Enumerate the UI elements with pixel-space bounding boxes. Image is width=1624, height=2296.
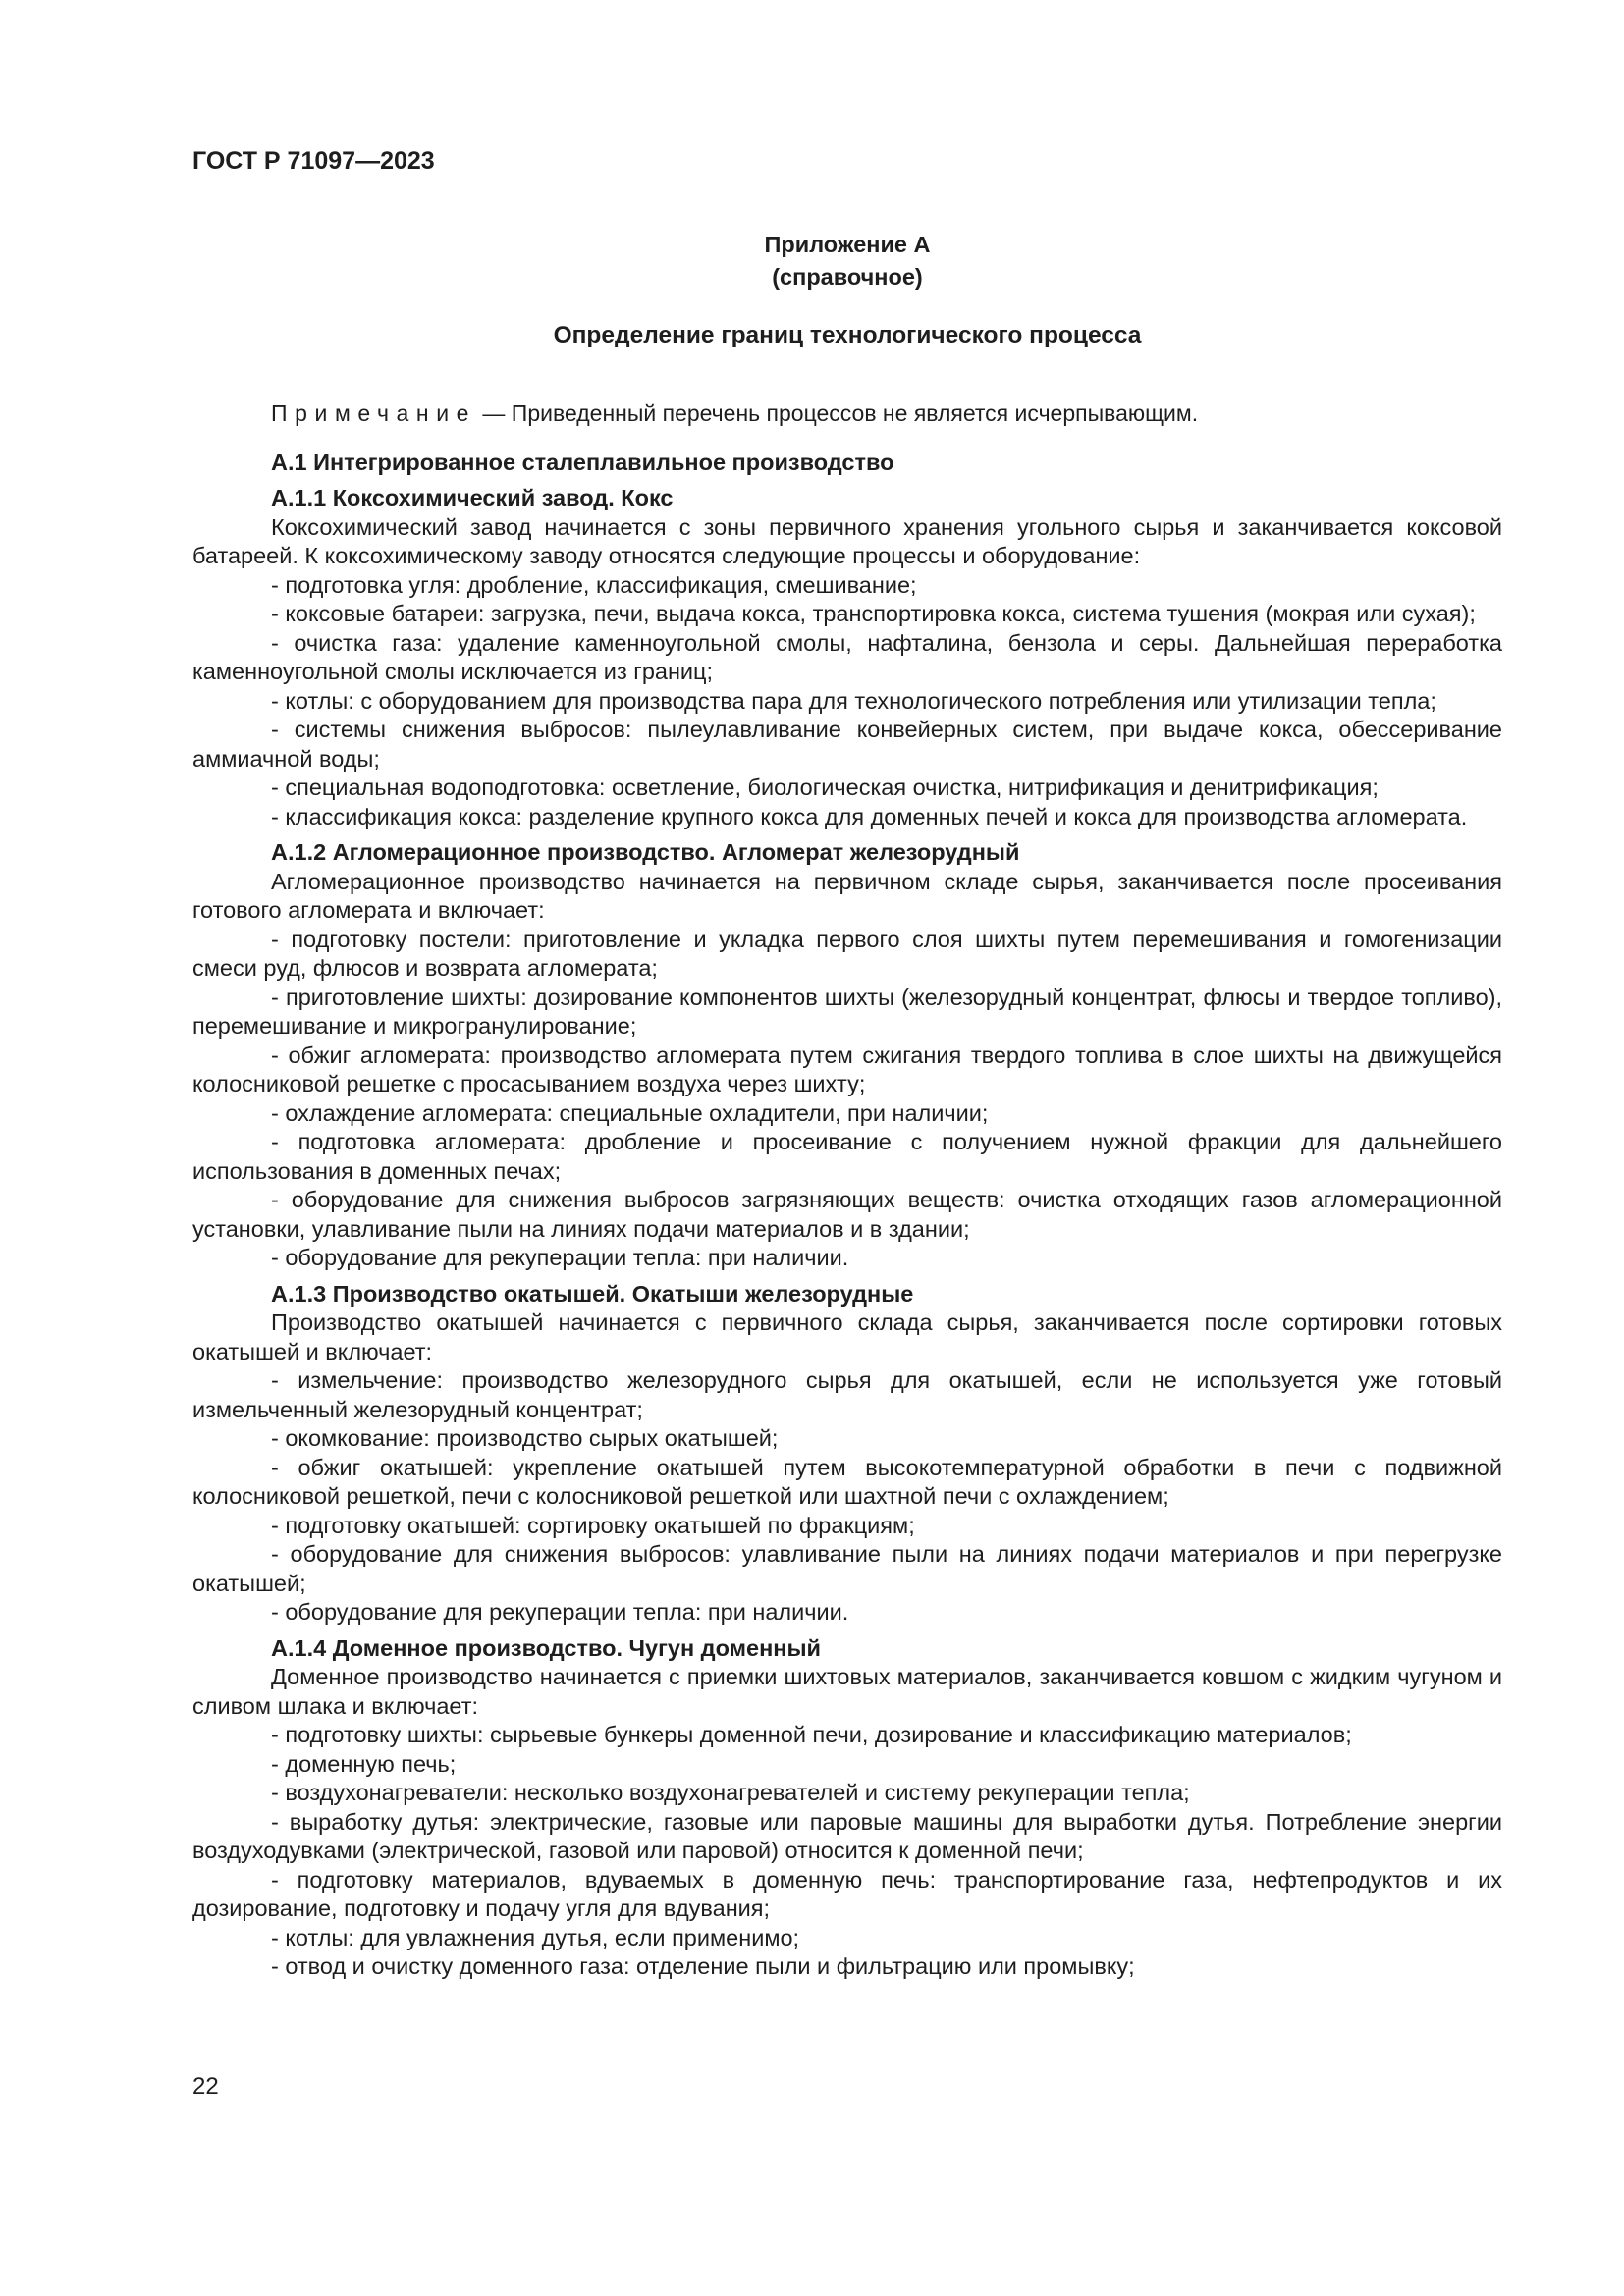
paragraph: Производство окатышей начинается с первичного склада сырья, заканчивается после сортировки готовых окатышей и включает:: [192, 1309, 1502, 1364]
paragraph: - оборудование для снижения выбросов загрязняющих веществ: очистка отходящих газов агломерационной установки, улавливание пыли на линиях подачи материалов и в здании;: [192, 1187, 1502, 1242]
paragraph: - оборудование для снижения выбросов: улавливание пыли на линиях подачи материалов и при перегрузке окатышей;: [192, 1541, 1502, 1596]
paragraph: - доменную печь;: [271, 1750, 457, 1777]
paragraph: - коксовые батареи: загрузка, печи, выдача кокса, транспортировка кокса, система тушения (мокрая или сухая);: [271, 601, 1476, 626]
paragraph: - оборудование для рекуперации тепла: при наличии.: [271, 1599, 849, 1625]
page-number: 22: [192, 2073, 219, 2100]
section-heading: А.1.1 Коксохимический завод. Кокс: [271, 485, 674, 510]
note: [192, 400, 1502, 429]
section-heading: А.1.3 Производство окатышей. Окатыши железорудные: [271, 1280, 914, 1307]
paragraph: - подготовку окатышей: сортировку окатышей по фракциям;: [271, 1512, 915, 1538]
paragraph: - подготовка агломерата: дробление и просеивание с получением нужной фракции для дальнейшего использования в доменных печах;: [192, 1129, 1502, 1184]
paragraph: - воздухонагреватели: несколько воздухонагревателей и систему рекуперации тепла;: [271, 1780, 1190, 1805]
paragraph: - измельчение: производство железорудного сырья для окатышей, если не используется уже готовый измельченный железорудный концентрат;: [192, 1367, 1502, 1422]
paragraph: - подготовку постели: приготовление и укладка первого слоя шихты путем перемешивания и гомогенизации смеси руд, флюсов и возврата агломерата;: [192, 926, 1502, 981]
section-heading: А.1.4 Доменное производство. Чугун доменный: [271, 1634, 821, 1661]
paragraph: Доменное производство начинается с приемки шихтовых материалов, заканчивается ковшом с жидким чугуном и сливом шлака и включает:: [192, 1664, 1502, 1719]
paragraph: - обжиг агломерата: производство агломерата путем сжигания твердого топлива в слое шихты на движущейся колосниковой решетке с просасыванием воздуха через шихту;: [192, 1041, 1502, 1096]
paragraph: - подготовка угля: дробление, классификация, смешивание;: [271, 571, 917, 598]
section-heading: А.1.2 Агломерационное производство. Агломерат железорудный: [271, 839, 1020, 865]
paragraph: - котлы: с оборудованием для производства пара для технологического потребления или утилизации тепла;: [271, 687, 1436, 714]
paragraph: - системы снижения выбросов: пылеулавливание конвейерных систем, при выдаче кокса, обессеривание аммиачной воды;: [192, 717, 1502, 772]
paragraph: - обжиг окатышей: укрепление окатышей путем высокотемпературной обработки в печи с подвижной колосниковой решеткой, печи с колосниковой решеткой или шахтной печи с охлаждением;: [192, 1454, 1502, 1509]
paragraph: - специальная водоподготовка: осветление, биологическая очистка, нитрификация и денитрификация;: [271, 774, 1379, 800]
paragraph: Агломерационное производство начинается на первичном складе сырья, заканчивается после просеивания готового агломерата и включает:: [192, 868, 1502, 923]
paragraph: - окомкование: производство сырых окатышей;: [271, 1425, 779, 1451]
paragraph: Коксохимический завод начинается с зоны первичного хранения угольного сырья и заканчивается коксовой батареей. К коксохимическому заводу относятся следующие процессы и оборудование:: [192, 513, 1502, 568]
paragraph: - отвод и очистку доменного газа: отделение пыли и фильтрацию или промывку;: [271, 1953, 1135, 1979]
paragraph: - классификация кокса: разделение крупного кокса для доменных печей и кокса для производства агломерата.: [271, 803, 1468, 829]
paragraph: - подготовку шихты: сырьевые бункеры доменной печи, дозирование и классификацию материалов;: [271, 1722, 1352, 1747]
appendix-label: Приложение А: [764, 232, 931, 257]
note-label: Примечание: [271, 400, 477, 426]
paragraph: - приготовление шихты: дозирование компонентов шихты (железорудный концентрат, флюсы и твердое топливо), перемешивание и микрогранулирование;: [192, 984, 1502, 1039]
document-code: ГОСТ Р 71097—2023: [192, 147, 435, 175]
paragraph: - котлы: для увлажнения дутья, если применимо;: [271, 1924, 800, 1950]
note-text: — Приведенный перечень процессов не является исчерпывающим.: [482, 400, 1199, 426]
appendix-type: (справочное): [772, 264, 923, 290]
paragraph: - охлаждение агломерата: специальные охладители, при наличии;: [271, 1099, 989, 1126]
section-heading: А.1 Интегрированное сталеплавильное производство: [271, 449, 894, 475]
paragraph: - оборудование для рекуперации тепла: при наличии.: [271, 1245, 849, 1270]
paragraph: - выработку дутья: электрические, газовые или паровые машины для выработки дутья. Потребление энергии воздуходувками (электрической, газовой или паровой) относится к доменной печи;: [192, 1808, 1502, 1863]
document-content: [192, 0, 1502, 1982]
page-title: Определение границ технологического процесса: [553, 322, 1142, 348]
paragraph: - подготовку материалов, вдуваемых в доменную печь: транспортирование газа, нефтепродуктов и их дозирование, подготовку и подачу угля для вдувания;: [192, 1866, 1502, 1921]
paragraph: - очистка газа: удаление каменноугольной смолы, нафталина, бензола и серы. Дальнейшая переработка каменноугольной смолы исключается из границ;: [192, 629, 1502, 684]
document-body: [192, 449, 1502, 1982]
